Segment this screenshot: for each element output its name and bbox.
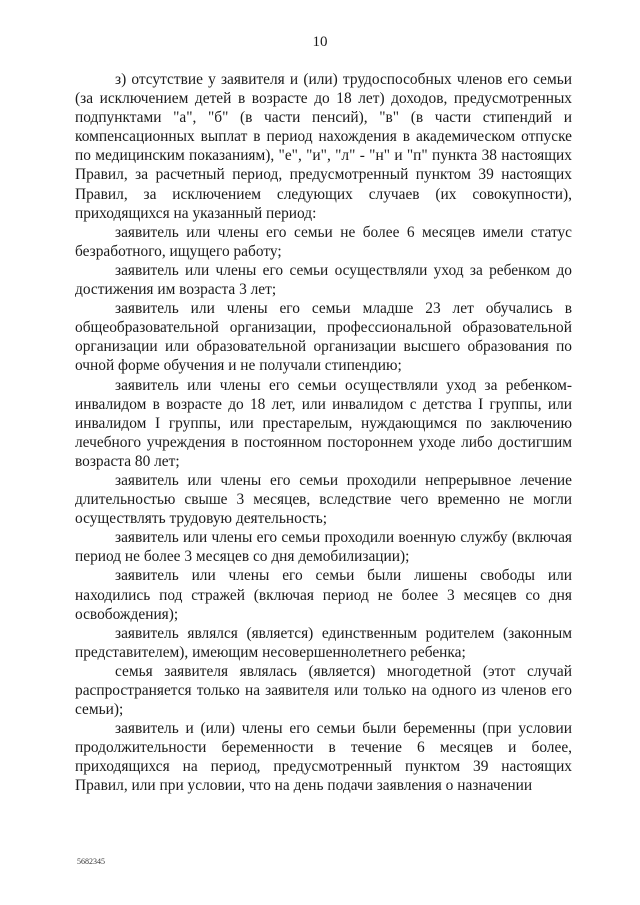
paragraph-imprisonment: заявитель или члены его семьи были лишены свободы или находились под стражей (включая период не более 3 месяцев со дня освобождения); [75, 567, 572, 623]
paragraph-disabled-care: заявитель или члены его семьи осуществляли уход за ребенком-инвалидом в возрасте до 18 лет, или инвалидом с детства I группы, или инвалидом I группы, или престарелым, нуждающимся по заключению лечебного учреждения в постоянном постороннем уходе либо достигшим возраста 80 лет; [75, 376, 572, 470]
paragraph-single-parent: заявитель являлся (является) единственным родителем (законным представителем), имеющим несовершеннолетнего ребенка; [75, 624, 572, 661]
paragraph-pregnancy: заявитель и (или) члены его семьи были беременны (при условии продолжительности беременности в течение 6 месяцев и более, приходящихся на период, предусмотренный пунктом 39 настоящих Правил, или при условии, что на день подачи заявления о назначении [75, 720, 572, 795]
page-number: 10 [312, 34, 328, 50]
document-code: 5682345 [77, 857, 105, 866]
paragraph-unemployed-status: заявитель или члены его семьи не более 6 месяцев имели статус безработного, ищущего работу; [75, 223, 572, 260]
paragraph-z-absence-of-income: з) отсутствие у заявителя и (или) трудоспособных членов его семьи (за исключением детей в возрасте до 18 лет) доходов, предусмотренных подпунктами "а", "б" (в части пенсий), "в" (в части стипендий и компенсационных выплат в период нахождения в академическом отпуске по медицинским показаниям), "е", "и", "л" - "н" и "п" пункта 38 настоящих Правил, за расчетный период, предусмотренный пунктом 39 настоящих Правил, за исключением следующих случаев (их совокупности), приходящихся на указанный период: [75, 71, 572, 222]
document-body [75, 70, 572, 796]
paragraph-continuous-treatment: заявитель или члены его семьи проходили непрерывное лечение длительностью свыше 3 месяцев, вследствие чего временно не могли осуществлять трудовую деятельность; [75, 471, 572, 528]
paragraph-childcare-under-3: заявитель или члены его семьи осуществляли уход за ребенком до достижения им возраста 3 лет; [75, 261, 572, 299]
paragraph-military-service: заявитель или члены его семьи проходили военную службу (включая период не более 3 месяцев со дня демобилизации); [75, 529, 572, 566]
paragraph-large-family: семья заявителя являлась (является) многодетной (этот случай распространяется только на заявителя или только на одного из членов его семьи); [75, 662, 572, 719]
paragraph-full-time-students: заявитель или члены его семьи младше 23 лет обучались в общеобразовательной организации, профессиональной образовательной организации или образовательной организации высшего образования по очной форме обучения и не получали стипендию; [75, 300, 572, 375]
